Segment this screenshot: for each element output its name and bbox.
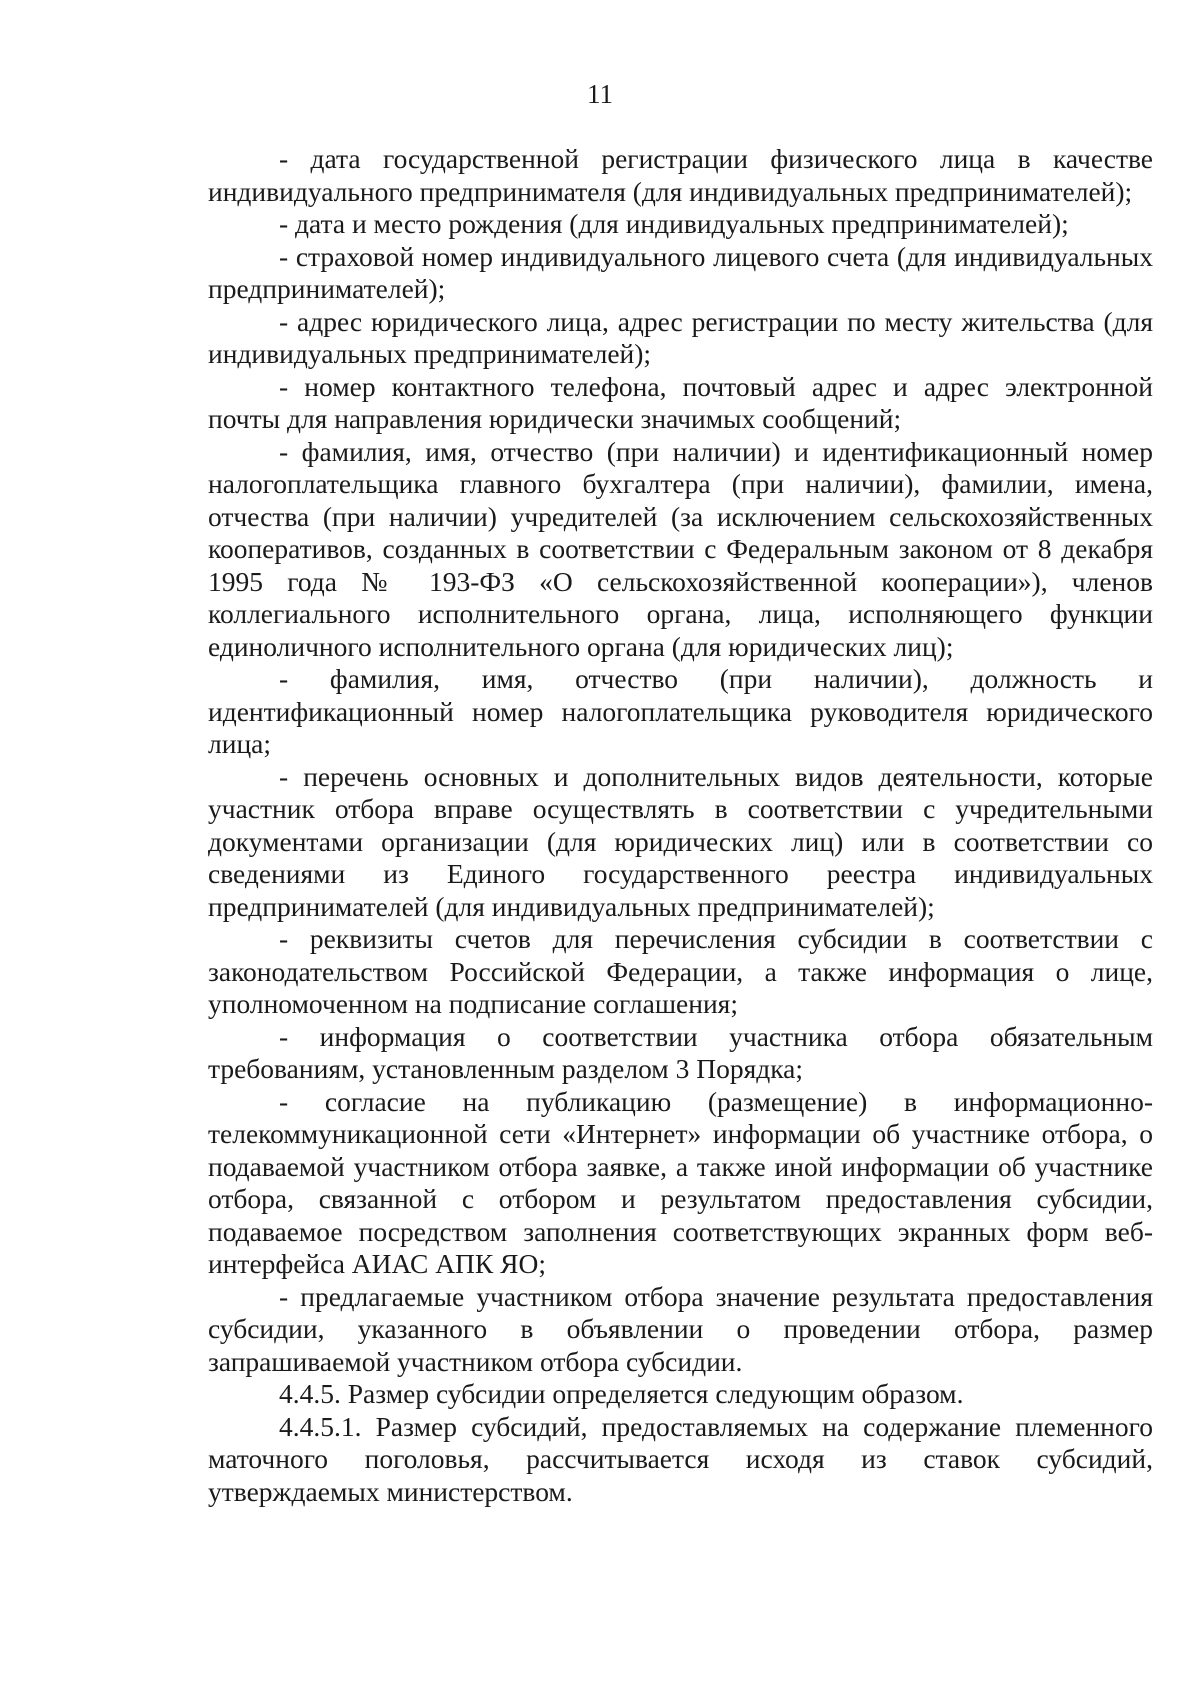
paragraph-insurance-number: - страховой номер индивидуального лицевого счета (для индивидуальных предпринимателей); xyxy=(208,240,1153,304)
paragraph-founders: - фамилия, имя, отчество (при наличии) и идентификационный номер налогоплательщика главного бухгалтера (при наличии), фамилии, имена, отчества (при наличии) учредителей (за исключением сельскохозяйственных кооперативов, созданных в соответствии с Федеральным законом от 8 декабря 1995 года № 193-ФЗ «О сельскохозяйственной кооперации»), членов коллегиального исполнительного органа, лица, исполняющего функции единоличного исполнительного органа (для юридических лиц); xyxy=(208,435,1153,662)
paragraph-section-4-4-5: 4.4.5. Размер субсидии определяется следующим образом. xyxy=(279,1378,964,1409)
page-number: 11 xyxy=(587,79,613,109)
paragraph-registration-date: - дата государственной регистрации физического лица в качестве индивидуального предпринимателя (для индивидуальных предпринимателей); xyxy=(208,143,1153,207)
document-body xyxy=(208,143,1153,1508)
paragraph-director: - фамилия, имя, отчество (при наличии), должность и идентификационный номер налогоплательщика руководителя юридического лица; xyxy=(208,663,1153,759)
paragraph-contacts: - номер контактного телефона, почтовый адрес и адрес электронной почты для направления юридически значимых сообщений; xyxy=(208,370,1153,434)
paragraph-proposed-result: - предлагаемые участником отбора значение результата предоставления субсидии, указанного в объявлении о проведении отбора, размер запрашиваемой участником отбора субсидии. xyxy=(208,1280,1153,1377)
paragraph-publication-consent: - согласие на публикацию (размещение) в информационно-телекоммуникационной сети «Интернет» информации об участнике отбора, о подаваемой участником отбора заявке, а также иной информации об участнике отбора, связанной с отбором и результатом предоставления субсидии, подаваемое посредством заполнения соответствующих экранных форм веб-интерфейса АИАС АПК ЯО; xyxy=(208,1085,1153,1279)
paragraph-section-4-4-5-1: 4.4.5.1. Размер субсидий, предоставляемых на содержание племенного маточного поголовья, рассчитывается исходя из ставок субсидий, утверждаемых министерством. xyxy=(208,1410,1153,1507)
paragraph-activities: - перечень основных и дополнительных видов деятельности, которые участник отбора вправе осуществлять в соответствии с учредительными документами организации (для юридических лиц) или в соответствии со сведениями из Единого государственного реестра индивидуальных предпринимателей (для индивидуальных предпринимателей); xyxy=(208,760,1153,922)
paragraph-requirements: - информация о соответствии участника отбора обязательным требованиям, установленным разделом 3 Порядка; xyxy=(208,1020,1153,1084)
paragraph-address: - адрес юридического лица, адрес регистрации по месту жительства (для индивидуальных предпринимателей); xyxy=(208,305,1153,369)
paragraph-birth-date-place: - дата и место рождения (для индивидуальных предпринимателей); xyxy=(279,208,1069,239)
paragraph-bank-details: - реквизиты счетов для перечисления субсидии в соответствии с законодательством Российской Федерации, а также информация о лице, уполномоченном на подписание соглашения; xyxy=(208,923,1153,1019)
